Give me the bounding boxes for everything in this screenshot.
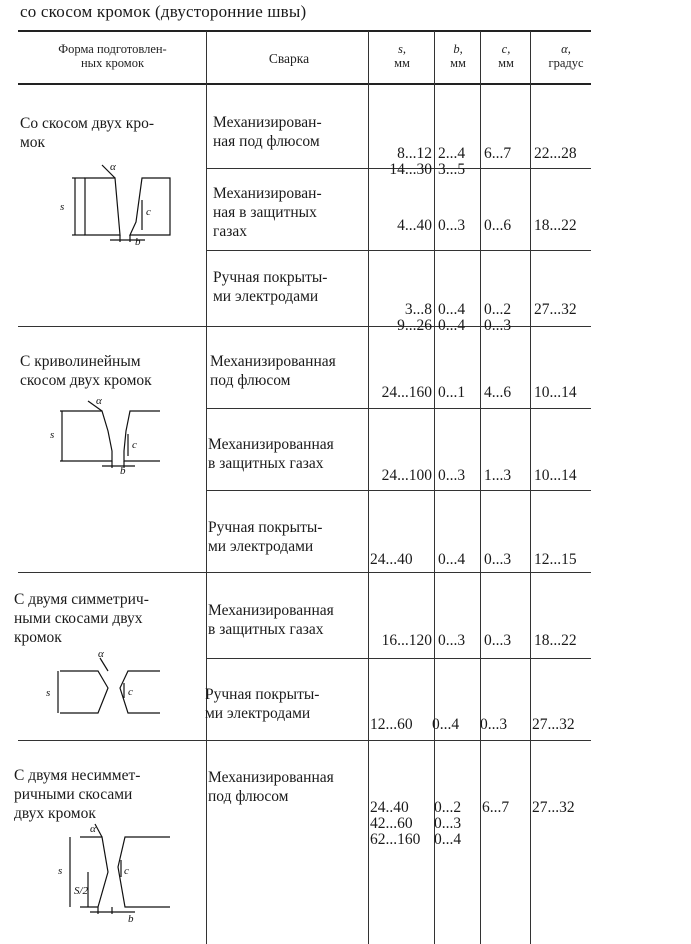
group-1-row-3-s: 3...8 9...26 [397,301,432,334]
dim-s-label: s [50,429,55,441]
group-3-row-1-c: 0...3 [484,632,512,649]
group-2-row-2-weld: Механизированная в защитных газах [208,436,334,472]
group-1-row-2-b: 0...3 [438,217,466,234]
dim-b-label: b [128,913,134,925]
dim-c-label: c [128,686,133,698]
group-3-edge-diagram [40,643,210,728]
group-2-form-text: С криволинейным скосом двух кромок [20,353,152,389]
group-3-row-1-alpha: 18...22 [534,632,577,649]
group-4-row-1-c: 6...7 [482,799,510,816]
group-2-edge-diagram [40,396,210,476]
group-3-form-text: С двумя симметрич- ными скосами двух кромок [14,591,149,646]
group-1-row-1-b: 2...4 3...5 [438,145,466,178]
header-weld: Сварка [268,51,310,66]
group-4-row-1-b: 0...2 0...3 0...4 [434,799,462,848]
group-3-row-2-alpha: 27...32 [532,716,575,733]
group-1-row-1-weld: Механизирован- ная под флюсом [213,114,322,150]
group-1-form-text: Со скосом двух кро- мок [20,115,154,151]
group-2-row-1-c: 4...6 [484,384,512,401]
group-3-row-1-b: 0...3 [438,632,466,649]
dim-s-label: s [46,687,51,699]
dim-c-label: c [124,865,129,877]
header-top-rule [18,30,591,32]
group-2-row-2-s: 24...100 [381,467,432,484]
group-1-row-3-b: 0...4 0...4 [438,301,466,334]
dim-b-label: b [120,465,126,476]
dim-alpha-label: α [110,161,116,173]
group-1-row-1-c: 6...7 [484,145,512,162]
group-1-edge-diagram [40,160,210,250]
dim-s-label: s [60,201,65,213]
group-4-row-1-weld: Механизированная под флюсом [208,769,334,805]
group-2-row-2-alpha: 10...14 [534,467,577,484]
group-3-row-2-c: 0...3 [480,716,508,733]
group-1-row-2-weld: Механизирован- ная в защитных газах [213,185,322,240]
group-4-form-text: С двумя несиммет- ричными скосами двух кромок [14,767,141,822]
dim-alpha-label: α [98,648,104,660]
group-4-row-1-s: 24..40 42...60 62...160 [370,799,421,848]
dim-b-label: b [135,236,141,248]
group-1-row-3-alpha: 27...32 [534,301,577,318]
row-rule [206,250,591,251]
group-1-row-2-alpha: 18...22 [534,217,577,234]
header-bottom-rule [18,83,591,85]
group-2-row-1-alpha: 10...14 [534,384,577,401]
dim-c-label: c [146,206,151,218]
group-1-row-2-s: 4...40 [397,217,432,234]
dim-half-s-label: S/2 [74,885,89,897]
group-3-row-2-weld: Ручная покрыты- ми электродами [205,686,320,722]
group-3-row-1-weld: Механизированная в защитных газах [208,602,334,638]
header-b: b, мм [450,42,466,70]
header-alpha: α, градус [548,42,584,70]
group-1-row-2-c: 0...6 [484,217,512,234]
group-3-row-1-s: 16...120 [381,632,432,649]
group-2-row-3-c: 0...3 [484,551,512,568]
group-2-row-3-s: 24...40 [370,551,413,568]
group-2-row-3-weld: Ручная покрыты- ми электродами [208,519,323,555]
header-s: s, мм [394,42,410,70]
group-4-row-1-alpha: 27...32 [532,799,575,816]
group-2-row-2-b: 0...3 [438,467,466,484]
table-caption: со скосом кромок (двусторонние швы) [20,2,307,21]
group-1-row-3-weld: Ручная покрыты- ми электродами [213,269,328,305]
group-2-row-1-weld: Механизированная под флюсом [210,353,336,389]
dim-alpha-label: α [90,823,96,835]
header-c: c, мм [498,42,514,70]
group-2-row-1-s: 24...160 [381,384,432,401]
group-1-row-3-c: 0...2 0...3 [484,301,512,334]
group-4-edge-diagram [40,822,210,927]
dim-alpha-label: α [96,396,102,407]
group-2-row-3-alpha: 12...15 [534,551,577,568]
group-3-row-2-b: 0...4 [432,716,460,733]
group-1-row-1-s: 8...12 14...30 [389,145,432,178]
header-form: Форма подготовлен- ных кромок [58,42,167,70]
group-2-row-3-b: 0...4 [438,551,466,568]
dim-s-label: s [58,865,63,877]
dim-c-label: c [132,439,137,451]
group-3-row-2-s: 12...60 [370,716,413,733]
group-2-row-2-c: 1...3 [484,467,512,484]
group-1-row-1-alpha: 22...28 [534,145,577,162]
group-2-row-1-b: 0...1 [438,384,466,401]
